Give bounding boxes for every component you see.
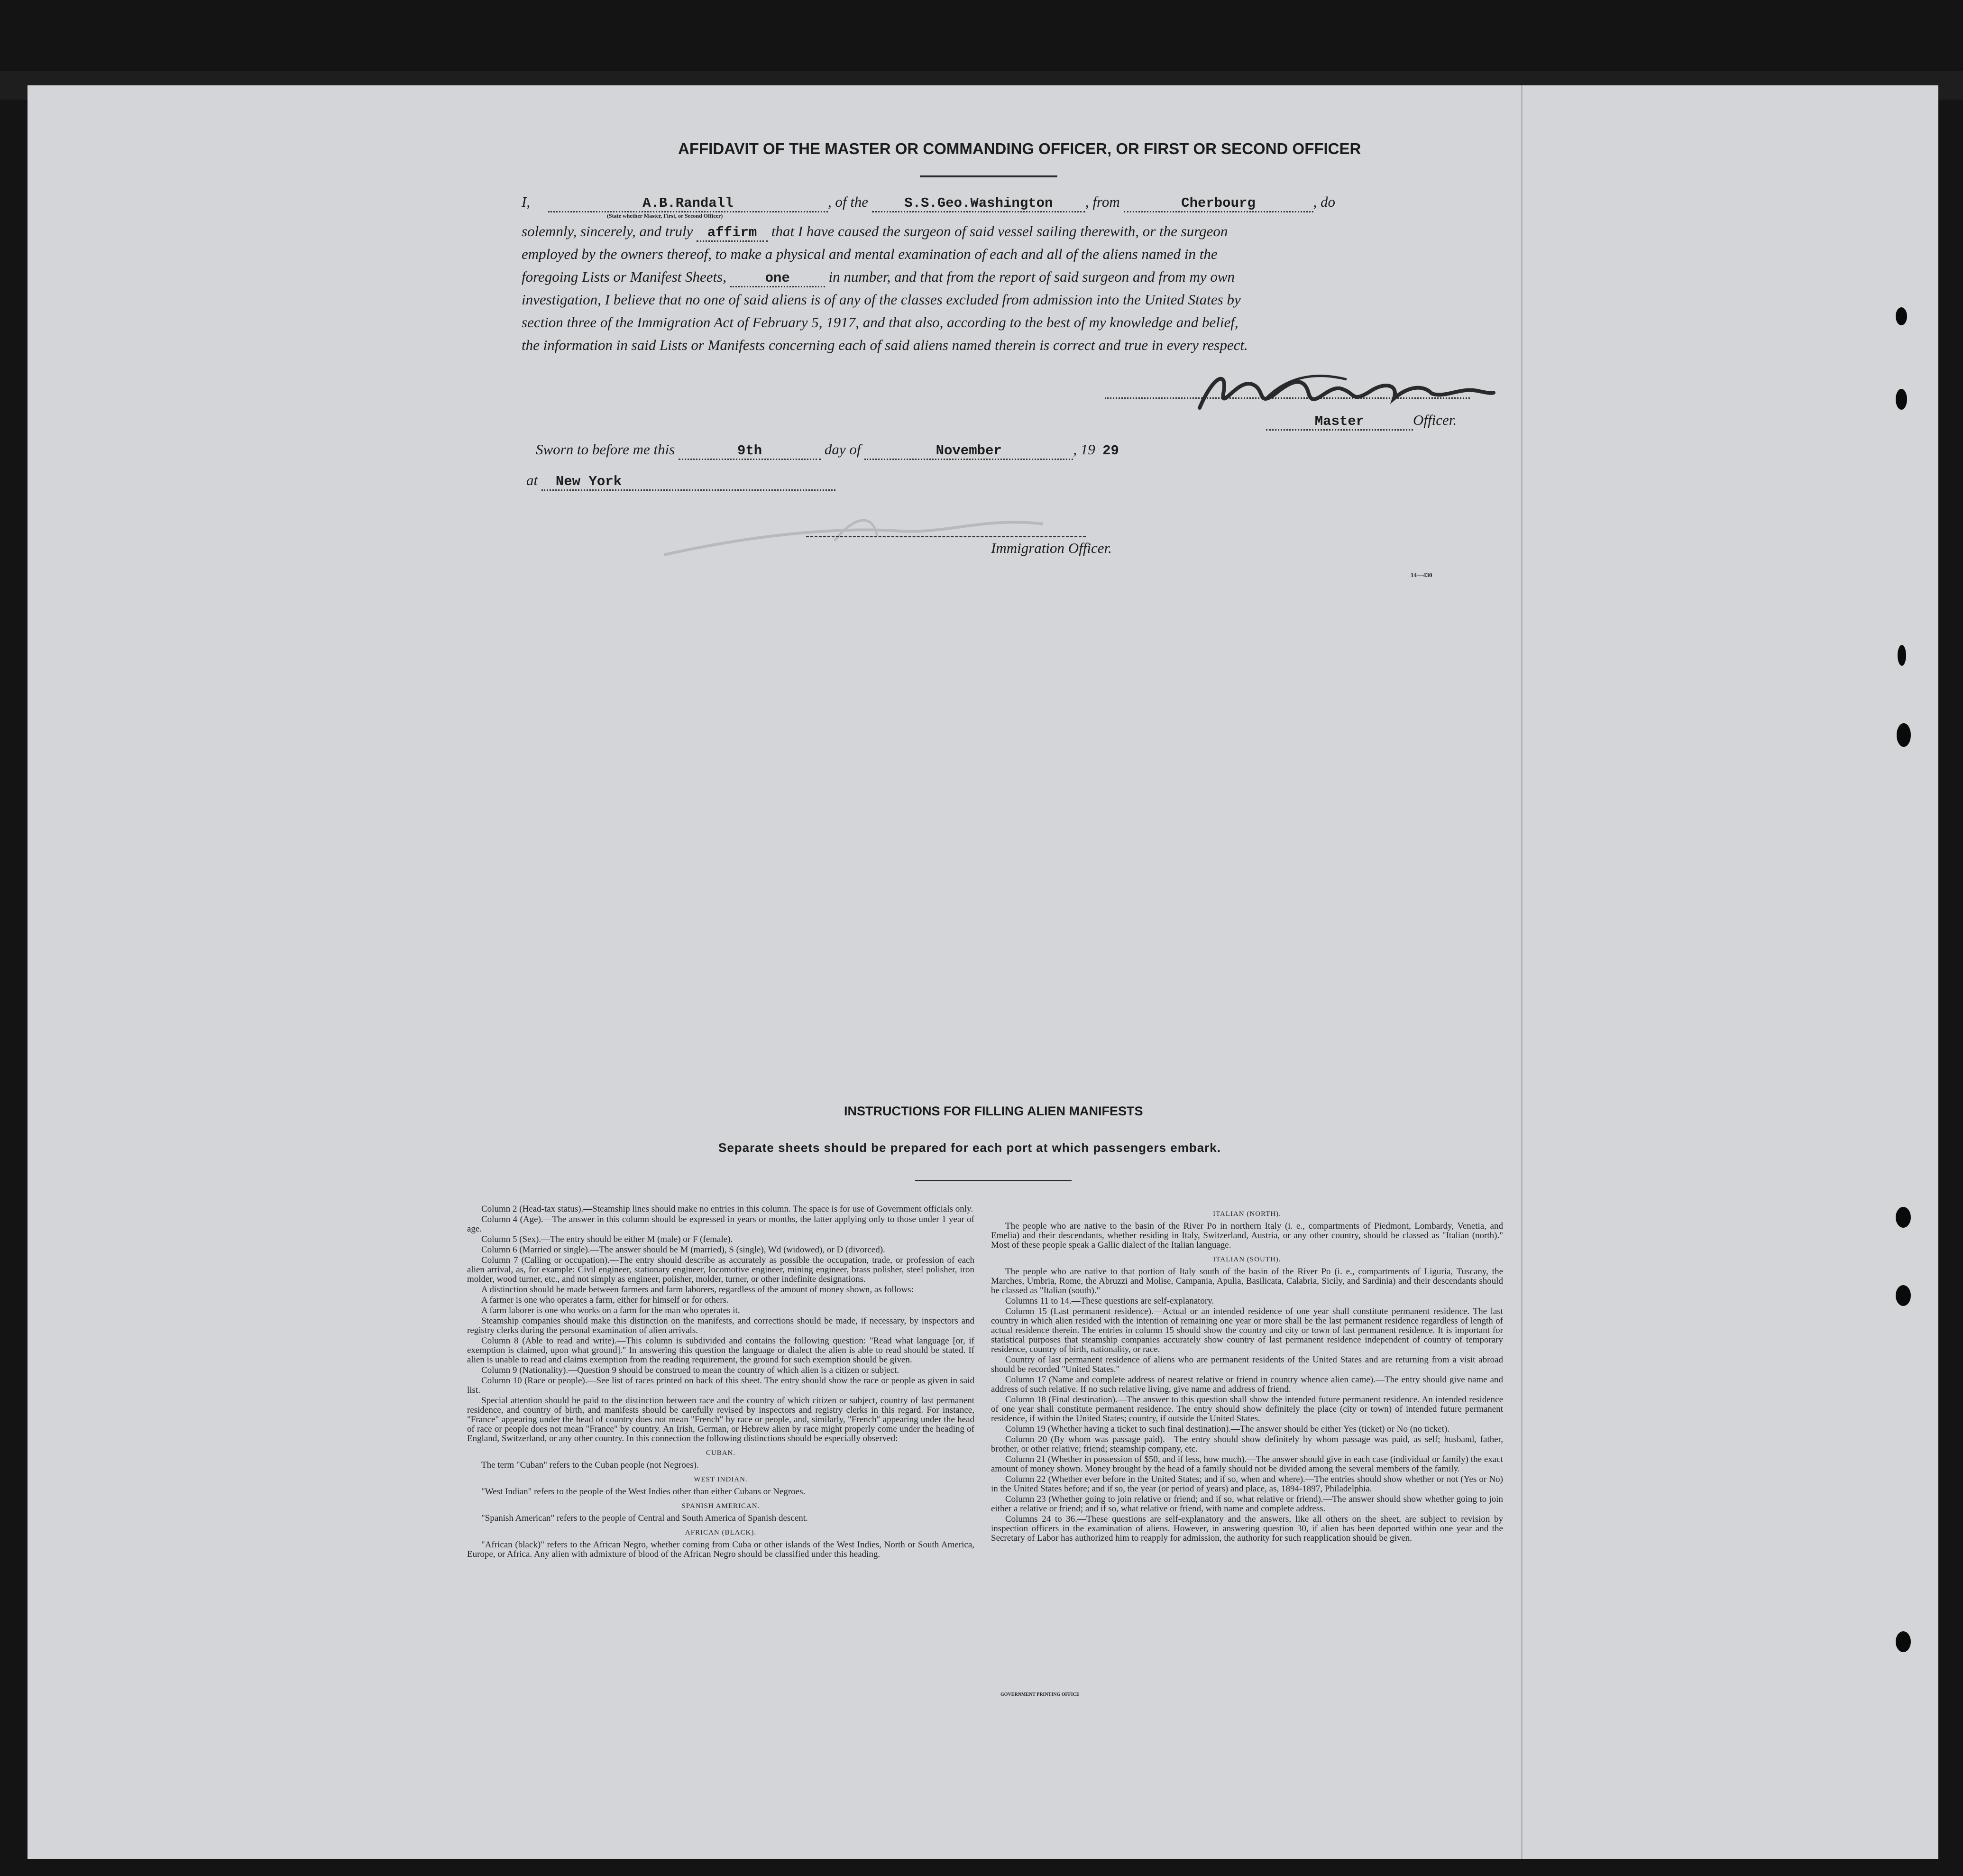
instruction-paragraph: Columns 24 to 36.—These questions are self-explanatory and the answers, like all others on the sheet, are subject to revision by inspection officers in the examination of aliens. However, in answering question 30, if alien has been deported within one year and the Secretary of Labor has authorized him to reapply for admission, the authority for such reapplication should be given. <box>991 1514 1503 1543</box>
day-of-label: day of <box>824 441 861 458</box>
section-heading: ITALIAN (NORTH). <box>1213 1210 1281 1218</box>
pronoun: I, <box>522 193 531 210</box>
month-field: November <box>864 443 1073 460</box>
rank-field: Master <box>1266 414 1413 431</box>
instruction-paragraph: "African (black)" refers to the African Negro, whether coming from Cuba or other islands of the West Indies, North or South America, Europe, or Africa. Any alien with admixture of blood of the African Negro should be classified under this heading. <box>467 1540 974 1559</box>
port-field: Cherbourg <box>1124 195 1313 212</box>
binder-hole <box>1896 1285 1911 1306</box>
binder-hole <box>1898 645 1906 666</box>
form-number: 14—430 <box>1411 571 1432 579</box>
immigration-officer-label: Immigration Officer. <box>991 540 1112 556</box>
instruction-paragraph: Country of last permanent residence of aliens who are permanent residents of the United States and are returning from a visit abroad should be recorded "United States." <box>991 1355 1503 1374</box>
instruction-paragraph: Column 4 (Age).—The answer in this column should be expressed in years or months, the latter applying only to those under 1 year of age. <box>467 1214 974 1234</box>
master-signature <box>1195 365 1498 417</box>
instruction-paragraph: Column 5 (Sex).—The entry should be either M (male) or F (female). <box>481 1234 733 1244</box>
day-field: 9th <box>679 443 821 460</box>
line4-start: foregoing Lists or Manifest Sheets, <box>522 268 726 285</box>
affidavit-line-6: section three of the Immigration Act of February 5, 1917, and that also, according to the best of my knowledge and belief, <box>522 314 1238 331</box>
binder-hole <box>1896 1631 1911 1652</box>
instructions-right-column <box>991 1205 1503 1544</box>
instruction-paragraph: Column 22 (Whether ever before in the United States; and if so, when and where).—The entries should show whether or not (Yes or No) in the United States before; and if so, the year (or period of years) and place, as, 1894-1897, Philadelphia. <box>991 1474 1503 1494</box>
section-heading: AFRICAN (BLACK). <box>685 1529 757 1536</box>
instruction-paragraph: Column 9 (Nationality).—Question 9 should be construed to mean the country of which alien is a citizen or subject. <box>481 1365 899 1375</box>
instruction-paragraph: A farm laborer is one who works on a farm for the man who operates it. <box>481 1306 740 1315</box>
instruction-paragraph: A farmer is one who operates a farm, either for himself or for others. <box>481 1295 729 1305</box>
affidavit-line-3: employed by the owners thereof, to make a physical and mental examination of each and all of the aliens named in the <box>522 246 1218 262</box>
from-label: , from <box>1085 193 1120 210</box>
section-heading: SPANISH AMERICAN. <box>681 1502 760 1510</box>
instructions-rule <box>915 1180 1072 1181</box>
instruction-paragraph: Special attention should be paid to the distinction between race and the country of which citizen or subject, country of last permanent residence, and country of birth, and manifests should be carefully revised by inspectors and registry clerks in this regard. For instance, "France" appearing under the head of country does not mean "French" by race or people, and, similarly, "French" appearing under the head of race or people does not mean "France" by country. An Irish, German, or Hebrew alien by race might properly come under the heading of England, Switzerland, or any other country. In this connection the following distinctions should be especially observed: <box>467 1396 974 1444</box>
section-heading: WEST INDIAN. <box>694 1476 748 1483</box>
affidavit-line-2 <box>522 223 1470 242</box>
affidavit-title: AFFIDAVIT OF THE MASTER OR COMMANDING OFFICER, OR FIRST OR SECOND OFFICER <box>678 140 1361 157</box>
count-field: one <box>730 270 825 287</box>
instruction-paragraph: Column 23 (Whether going to join relative or friend; and if so, what relative or friend).—The answer should show whether going to join either a relative or friend; and if so, what relative or friend, with name and complete address. <box>991 1494 1503 1514</box>
instruction-paragraph: Column 20 (By whom was passage paid).—The entry should show definitely by whom passage was paid, as self; husband, father, brother, or other relative; friend; steamship company, etc. <box>991 1435 1503 1454</box>
affidavit-line-5: investigation, I believe that no one of said aliens is of any of the classes excluded from admission into the United States by <box>522 291 1241 308</box>
section-heading: ITALIAN (SOUTH). <box>1213 1256 1281 1263</box>
instruction-paragraph: "Spanish American" refers to the people of Central and South America of Spanish descent. <box>481 1513 808 1523</box>
instructions-title: INSTRUCTIONS FOR FILLING ALIEN MANIFESTS <box>844 1104 1143 1118</box>
instruction-paragraph: "West Indian" refers to the people of the West Indies other than either Cubans or Negroes. <box>481 1487 806 1497</box>
binder-hole <box>1897 723 1911 747</box>
printer-imprint: GOVERNMENT PRINTING OFFICE <box>1000 1692 1080 1697</box>
immigration-officer-line <box>806 536 1086 537</box>
instruction-paragraph: The people who are native to the basin of the River Po in northern Italy (i. e., compartments of Piedmont, Lombardy, Venetia, and Emelia) and their descendants, whether residing in Italy, Switzerland, Austria, or any other country, should be classed as "Italian (north)." Most of these people speak a Gallic dialect of the Italian language. <box>991 1221 1503 1250</box>
instruction-paragraph: Column 17 (Name and complete address of nearest relative or friend in country whence alien came).—The entry should give name and address of such relative. If no such relative living, give name and address of friend. <box>991 1375 1503 1394</box>
affirm-field: affirm <box>697 225 768 242</box>
location-field: New York <box>541 474 835 491</box>
instruction-paragraph: Columns 11 to 14.—These questions are self-explanatory. <box>1005 1296 1214 1306</box>
officer-label: Officer. <box>1413 412 1457 428</box>
officer-name-field: A.B.Randall <box>548 195 828 212</box>
instruction-paragraph: Column 15 (Last permanent residence).—Actual or an intended residence of one year shall constitute permanent residence. The last country in which alien resided with the intention of remaining one year or more shall be the last permanent residence regardless of length of actual residence therein. The entries in column 15 should show the country and city or town of last permanent residence. It is important for statistical purposes that steamship companies accurately show country of last permanent residence independent of country of temporary residence, country of birth, nationality, or race. <box>991 1306 1503 1354</box>
instruction-paragraph: Column 10 (Race or people).—See list of races printed on back of this sheet. The entry should show the race or people as given in said list. <box>467 1376 974 1395</box>
line2-end: that I have caused the surgeon of said vessel sailing therewith, or the surgeon <box>771 223 1228 239</box>
instructions-left-column <box>467 1205 974 1560</box>
section-heading: CUBAN. <box>706 1449 736 1457</box>
do-label: , do <box>1313 193 1335 210</box>
binder-hole <box>1896 389 1907 410</box>
affidavit-line-1 <box>522 193 1470 212</box>
instruction-paragraph: Column 2 (Head-tax status).—Steamship lines should make no entries in this column. The space is for use of Government officials only. <box>481 1204 973 1214</box>
instruction-paragraph: The people who are native to that portion of Italy south of the basin of the River Po (i. e., compartments of Liguria, Tuscany, the Marches, Umbria, Rome, the Abruzzi and Molise, Campania, Apulia, Basilicata, Calabria, Sicily, and Sardinia) and their descendants should be classed as "Italian (south)." <box>991 1267 1503 1296</box>
officer-caption: (State whether Master, First, or Second Officer) <box>607 212 723 219</box>
instruction-paragraph: Column 21 (Whether in possession of $50, and if less, how much).—The answer should give in each case (individual or family) the exact amount of money shown. Money brought by the head of a family should not be divided among the several members of the family. <box>991 1454 1503 1474</box>
sworn-label: Sworn to before me this <box>536 441 675 458</box>
binder-hole <box>1896 307 1907 325</box>
instruction-paragraph: Column 7 (Calling or occupation).—The entry should describe as accurately as possible the occupation, trade, or profession of each alien arrival, as, for example: Civil engineer, stationary engineer, locomotive engineer, mining engineer, brass polisher, steel polisher, iron molder, wood turner, etc., and not simply as engineer, polisher, molder, turner, or other indefinite designations. <box>467 1255 974 1284</box>
instruction-paragraph: Column 19 (Whether having a ticket to such final destination).—The answer should be either Yes (ticket) or No (no ticket). <box>1005 1424 1450 1434</box>
at-label: at <box>526 472 538 488</box>
of-the-label: , of the <box>827 193 869 210</box>
instruction-paragraph: Steamship companies should make this distinction on the manifests, and corrections should be made, if necessary, by inspectors and registry clerks during the personal examination of alien arrivals. <box>467 1316 974 1335</box>
binder-hole <box>1896 1207 1911 1228</box>
rank-line <box>1266 412 1457 431</box>
instruction-paragraph: A distinction should be made between farmers and farm laborers, regardless of the amount of money shown, as follows: <box>481 1285 914 1295</box>
vessel-field: S.S.Geo.Washington <box>872 195 1085 212</box>
year-field: 29 <box>1102 443 1119 459</box>
sworn-line <box>536 441 1484 460</box>
instruction-paragraph: Column 6 (Married or single).—The answer should be M (married), S (single), Wd (widowed), or D (divorced). <box>481 1245 885 1255</box>
instruction-paragraph: Column 18 (Final destination).—The answer to this question shall show the intended future permanent residence. An intended residence of one year shall constitute permanent residence. The entry should show definitely the place (city or town) of intended future permanent residence, if within the United States; country, if outside the United States. <box>991 1395 1503 1424</box>
at-line <box>526 472 1475 491</box>
instruction-paragraph: Column 8 (Able to read and write).—This column is subdivided and contains the following question: "Read what language [or, if exemption is claimed, upon what ground]." In answering this question the language or dialect the alien is able to read should be stated. If alien is unable to read and claims exemption from the reading requirement, the ground for such exemption should be given. <box>467 1336 974 1365</box>
instructions-subtitle: Separate sheets should be prepared for each port at which passengers embark. <box>718 1140 1221 1155</box>
affidavit-line-7: the information in said Lists or Manifests concerning each of said aliens named therein is correct and true in every respect. <box>522 337 1248 353</box>
affidavit-line-4 <box>522 268 1470 287</box>
line4-end: in number, and that from the report of said surgeon and from my own <box>828 268 1235 285</box>
instruction-paragraph: The term "Cuban" refers to the Cuban people (not Negroes). <box>481 1460 699 1470</box>
line2-start: solemnly, sincerely, and truly <box>522 223 693 239</box>
affidavit-title-rule <box>920 175 1057 177</box>
year-prefix: , 19 <box>1073 441 1095 458</box>
